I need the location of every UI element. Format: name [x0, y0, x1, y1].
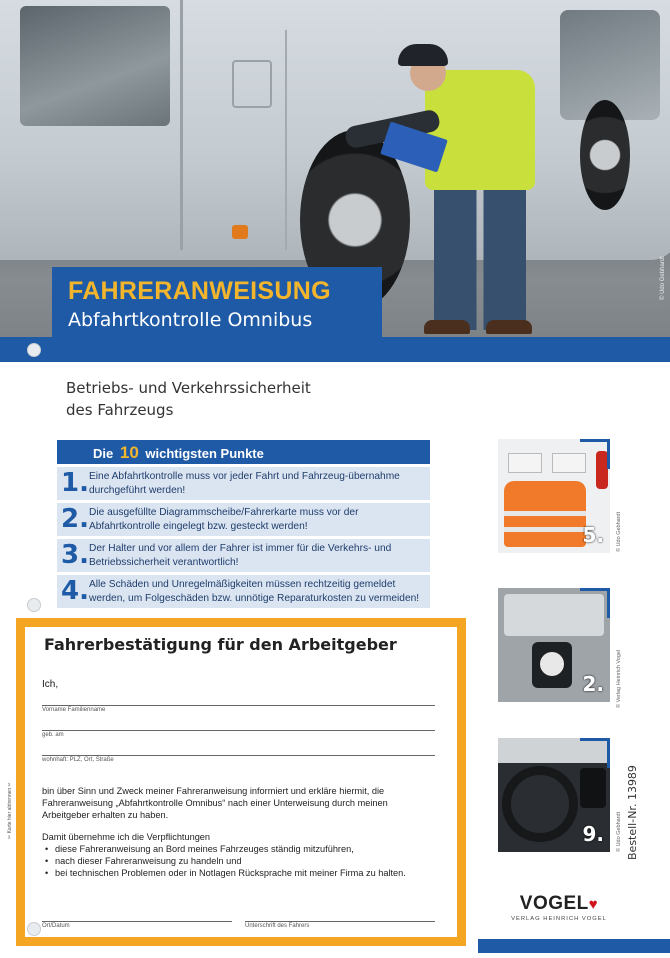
bus-panel-seam [180, 0, 183, 250]
thumbnail-number: 9. [582, 822, 604, 846]
birthdate-field-line[interactable] [42, 730, 435, 731]
driver-shoe [424, 320, 470, 334]
logo-wordmark [504, 893, 614, 915]
page-subtitle: Abfahrtkontrolle Omnibus [68, 309, 313, 331]
reflective-stripe [504, 527, 586, 532]
point-text: Der Halter und vor allem der Fahrer ist immer für die Verkehrs- und Betriebssicherheit verantwortlich! [88, 543, 392, 568]
tachograph-disc [532, 642, 572, 688]
thumbnail-safety-equipment [498, 439, 610, 553]
rear-wheel [580, 100, 630, 210]
point-number: 2. [61, 504, 89, 534]
point-text: Alle Schäden und Unregelmäßigkeiten müssen rechtzeitig gemeldet werden, um Folgeschäden bzw. unnötige Reparaturkosten zu vermeiden! [88, 579, 420, 604]
list-item: • nach dieser Fahreranweisung zu handeln und [45, 855, 437, 867]
address-field-line[interactable] [42, 755, 435, 756]
card-ich: Ich, [42, 679, 59, 690]
bus-window [20, 6, 170, 126]
steering-wheel [502, 766, 578, 842]
heading-suffix: wichtigsten Punkte [145, 446, 264, 461]
thumbnail-credit: © Udo Gebhardt [616, 511, 622, 552]
heading-number: 10 [119, 443, 139, 462]
thumbnail-frame [580, 439, 610, 469]
signature-field-line[interactable] [245, 921, 435, 922]
birthdate-field-label: geb. am [42, 732, 64, 738]
signature-label: Unterschrift des Fahrers [245, 923, 310, 929]
logo-subtitle: VERLAG HEINRICH VOGEL [511, 916, 607, 922]
place-date-label: Ort/Datum [42, 923, 70, 929]
list-item [57, 539, 430, 572]
photo-credit: © Udo Gebhardt [660, 256, 666, 300]
thumbnail-credit: © Verlag Heinrich Vogel [616, 649, 622, 708]
point-number: 4. [61, 576, 89, 606]
list-item [57, 503, 430, 536]
thumbnail-tachograph [498, 588, 610, 702]
bottom-band [478, 939, 670, 953]
name-field-label: Vorname Familienname [42, 707, 106, 713]
instrument-gauge [580, 768, 606, 808]
fuel-flap [232, 60, 272, 108]
driver-shoe [486, 320, 532, 334]
thumbnail-dashboard [498, 738, 610, 852]
name-field-line[interactable] [42, 705, 435, 706]
document-topic [66, 377, 466, 421]
reflective-stripe [504, 511, 586, 516]
thumbnail-frame [580, 738, 610, 768]
place-date-field-line[interactable] [42, 921, 232, 922]
driver-cap [398, 44, 448, 66]
topic-line: des Fahrzeugs [66, 401, 174, 419]
page-title: FAHRERANWEISUNG [68, 277, 331, 305]
heading-prefix: Die [93, 446, 114, 461]
address-field-label: wohnhaft: PLZ, Ort, Straße [42, 757, 114, 763]
title-box [52, 267, 382, 345]
driver-confirmation-card [7, 618, 466, 946]
list-item: • bei technischen Problemen oder in Notlagen Rücksprache mit meiner Firma zu halten. [45, 867, 437, 879]
bus-panel-seam [285, 30, 287, 250]
card-paragraph: Damit übernehme ich die Verpflichtungen [42, 831, 211, 842]
topic-line: Betriebs- und Verkehrssicherheit [66, 379, 311, 397]
side-marker-light [232, 225, 248, 239]
list-item: • diese Fahreranweisung an Bord meines Fahrzeuges ständig mitzuführen, [45, 843, 437, 855]
list-item [57, 575, 430, 608]
point-text: Die ausgefüllte Diagrammscheibe/Fahrerkarte muss vor der Abfahrtkontrolle eingelegt bzw. gesteckt werden! [88, 507, 359, 532]
thumbnail-number: 5. [582, 523, 604, 547]
point-number: 1. [61, 468, 89, 498]
card-body [42, 785, 437, 879]
order-number: Bestell-Nr. 13989 [626, 765, 639, 860]
thumbnail-number: 2. [582, 672, 604, 696]
heart-icon: ♥ [588, 896, 599, 913]
list-item [57, 467, 430, 500]
punch-hole [27, 343, 41, 357]
point-text: Eine Abfahrtkontrolle muss vor jeder Fahrt und Fahrzeug-übernahme durchgeführt werden! [88, 471, 400, 496]
logo-name: VOGEL [519, 893, 589, 914]
punch-hole [27, 922, 41, 936]
driver-safety-vest [425, 70, 535, 190]
top-points-heading [57, 440, 430, 464]
card-paragraph: bin über Sinn und Zweck meiner Fahreranweisung informiert und erkläre hiermit, die Fahreranweisung „Abfahrtkontrolle Omnibus“ nach einer Unterweisung durch meinen Arbeitgeber erhalten zu haben. [42, 786, 388, 821]
thumbnail-credit: © Udo Gebhardt [616, 811, 622, 852]
cut-here-note: ✂ Karte hier abtrennen ✂ [7, 782, 13, 839]
top-points-list [57, 440, 430, 608]
publisher-logo [504, 893, 614, 922]
card-title: Fahrerbestätigung für den Arbeitgeber [44, 635, 397, 654]
thumbnail-frame [580, 588, 610, 618]
first-aid-box [508, 453, 542, 473]
point-number: 3. [61, 540, 89, 570]
driver-legs [434, 190, 526, 330]
obligations-list [42, 843, 437, 880]
punch-hole [27, 598, 41, 612]
